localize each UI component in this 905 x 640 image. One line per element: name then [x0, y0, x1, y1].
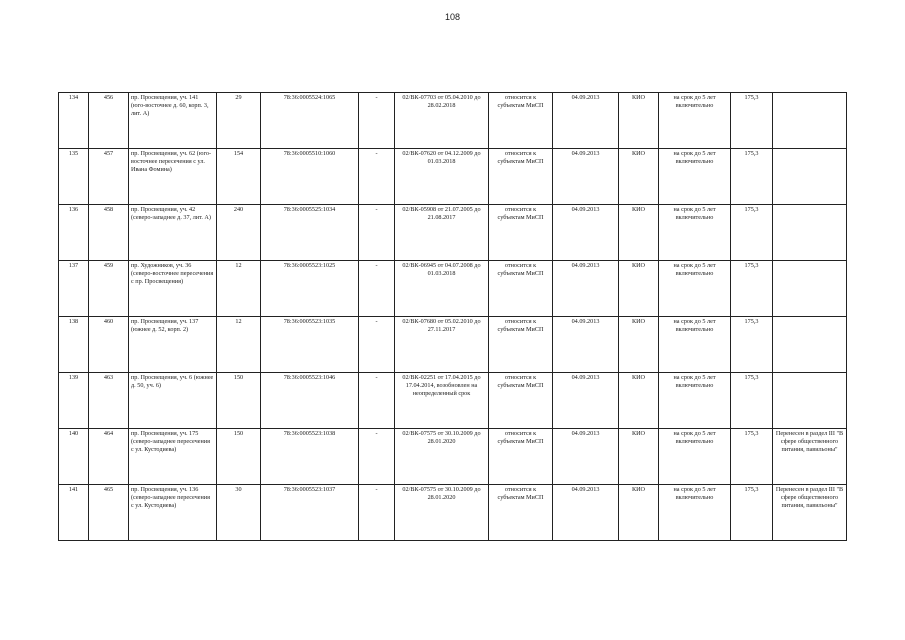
- dash-cell: -: [359, 261, 395, 317]
- value-cell: 175,3: [731, 429, 773, 485]
- page-number: 108: [444, 12, 461, 22]
- row-number-cell: 138: [59, 317, 89, 373]
- address-cell: пр. Художников, уч. 36 (северо-восточнее пересечения с пр. Просвещения): [129, 261, 217, 317]
- permit-cell: 02/ВК-07575 от 30.10.2009 до 28.01.2020: [395, 485, 489, 541]
- table-row: [59, 317, 847, 373]
- cadastre-number-cell: 78:36:0005523:1037: [261, 485, 359, 541]
- status-cell: относится к субъектам МиСП: [489, 373, 553, 429]
- permit-cell: 02/ВК-07680 от 05.02.2010 до 27.11.2017: [395, 317, 489, 373]
- table-row: [59, 373, 847, 429]
- dash-cell: -: [359, 93, 395, 149]
- value-cell: 175,3: [731, 149, 773, 205]
- object-id-cell: 458: [89, 205, 129, 261]
- cadastre-number-cell: 78:36:0005523:1025: [261, 261, 359, 317]
- status-cell: относится к субъектам МиСП: [489, 317, 553, 373]
- area-cell: 150: [217, 429, 261, 485]
- object-id-cell: 460: [89, 317, 129, 373]
- organization-cell: КИО: [619, 205, 659, 261]
- note-cell: [773, 93, 847, 149]
- table-row: [59, 485, 847, 541]
- date-cell: 04.09.2013: [553, 205, 619, 261]
- permit-cell: 02/ВК-02251 от 17.04.2015 до 17.04.2014, возобновлен на неопределенный срок: [395, 373, 489, 429]
- organization-cell: КИО: [619, 373, 659, 429]
- area-cell: 12: [217, 317, 261, 373]
- object-id-cell: 465: [89, 485, 129, 541]
- value-cell: 175,3: [731, 317, 773, 373]
- organization-cell: КИО: [619, 149, 659, 205]
- date-cell: 04.09.2013: [553, 485, 619, 541]
- table-row: [59, 149, 847, 205]
- cadastre-number-cell: 78:36:0005510:1060: [261, 149, 359, 205]
- cadastre-number-cell: 78:36:0005525:1034: [261, 205, 359, 261]
- object-id-cell: 457: [89, 149, 129, 205]
- area-cell: 30: [217, 485, 261, 541]
- area-cell: 12: [217, 261, 261, 317]
- date-cell: 04.09.2013: [553, 373, 619, 429]
- note-cell: Перенесен в раздел III "В сфере общественного питания, павильоны": [773, 485, 847, 541]
- cadastre-number-cell: 78:36:0005524:1065: [261, 93, 359, 149]
- table-row: [59, 429, 847, 485]
- address-cell: пр. Просвещения, уч. 6 (южнее д. 50, уч. 6): [129, 373, 217, 429]
- organization-cell: КИО: [619, 317, 659, 373]
- term-cell: на срок до 5 лет включительно: [659, 205, 731, 261]
- dash-cell: -: [359, 373, 395, 429]
- table-row: [59, 93, 847, 149]
- date-cell: 04.09.2013: [553, 317, 619, 373]
- note-cell: [773, 317, 847, 373]
- status-cell: относится к субъектам МиСП: [489, 93, 553, 149]
- object-id-cell: 463: [89, 373, 129, 429]
- permit-cell: 02/ВК-07620 от 04.12.2009 до 01.03.2018: [395, 149, 489, 205]
- note-cell: [773, 205, 847, 261]
- value-cell: 175,3: [731, 373, 773, 429]
- address-cell: пр. Просвещения, уч. 42 (северо-западнее д. 37, лит. А): [129, 205, 217, 261]
- term-cell: на срок до 5 лет включительно: [659, 149, 731, 205]
- note-cell: Перенесен в раздел III "В сфере общественного питания, павильоны": [773, 429, 847, 485]
- note-cell: [773, 261, 847, 317]
- dash-cell: -: [359, 485, 395, 541]
- status-cell: относится к субъектам МиСП: [489, 149, 553, 205]
- row-number-cell: 135: [59, 149, 89, 205]
- area-cell: 240: [217, 205, 261, 261]
- organization-cell: КИО: [619, 429, 659, 485]
- value-cell: 175,3: [731, 205, 773, 261]
- date-cell: 04.09.2013: [553, 93, 619, 149]
- status-cell: относится к субъектам МиСП: [489, 485, 553, 541]
- dash-cell: -: [359, 429, 395, 485]
- object-id-cell: 459: [89, 261, 129, 317]
- term-cell: на срок до 5 лет включительно: [659, 373, 731, 429]
- date-cell: 04.09.2013: [553, 149, 619, 205]
- note-cell: [773, 149, 847, 205]
- table-row: [59, 205, 847, 261]
- permit-cell: 02/ВК-07703 от 05.04.2010 до 28.02.2018: [395, 93, 489, 149]
- value-cell: 175,3: [731, 261, 773, 317]
- table-row: [59, 261, 847, 317]
- permit-cell: 02/ВК-05908 от 21.07.2005 до 21.08.2017: [395, 205, 489, 261]
- value-cell: 175,3: [731, 485, 773, 541]
- cadastre-number-cell: 78:36:0005523:1035: [261, 317, 359, 373]
- organization-cell: КИО: [619, 261, 659, 317]
- permit-cell: 02/ВК-06945 от 04.07.2008 до 01.03.2018: [395, 261, 489, 317]
- term-cell: на срок до 5 лет включительно: [659, 429, 731, 485]
- row-number-cell: 140: [59, 429, 89, 485]
- object-id-cell: 456: [89, 93, 129, 149]
- area-cell: 29: [217, 93, 261, 149]
- address-cell: пр. Просвещения, уч. 62 (юго-восточнее пересечения с ул. Ивана Фомина): [129, 149, 217, 205]
- term-cell: на срок до 5 лет включительно: [659, 317, 731, 373]
- organization-cell: КИО: [619, 93, 659, 149]
- object-id-cell: 464: [89, 429, 129, 485]
- row-number-cell: 141: [59, 485, 89, 541]
- dash-cell: -: [359, 317, 395, 373]
- note-cell: [773, 373, 847, 429]
- status-cell: относится к субъектам МиСП: [489, 205, 553, 261]
- organization-cell: КИО: [619, 485, 659, 541]
- term-cell: на срок до 5 лет включительно: [659, 485, 731, 541]
- area-cell: 150: [217, 373, 261, 429]
- term-cell: на срок до 5 лет включительно: [659, 93, 731, 149]
- cadastre-number-cell: 78:36:0005523:1038: [261, 429, 359, 485]
- address-cell: пр. Просвещения, уч. 141 (юго-восточнее д. 60, корп. 3, лит. А): [129, 93, 217, 149]
- cadastre-number-cell: 78:36:0005523:1046: [261, 373, 359, 429]
- dash-cell: -: [359, 149, 395, 205]
- address-cell: пр. Просвещения, уч. 175 (северо-западнее пересечения с ул. Кустодиева): [129, 429, 217, 485]
- row-number-cell: 136: [59, 205, 89, 261]
- status-cell: относится к субъектам МиСП: [489, 261, 553, 317]
- row-number-cell: 134: [59, 93, 89, 149]
- area-cell: 154: [217, 149, 261, 205]
- permit-cell: 02/ВК-07575 от 30.10.2009 до 28.01.2020: [395, 429, 489, 485]
- value-cell: 175,3: [731, 93, 773, 149]
- date-cell: 04.09.2013: [553, 261, 619, 317]
- row-number-cell: 137: [59, 261, 89, 317]
- term-cell: на срок до 5 лет включительно: [659, 261, 731, 317]
- dash-cell: -: [359, 205, 395, 261]
- row-number-cell: 139: [59, 373, 89, 429]
- status-cell: относится к субъектам МиСП: [489, 429, 553, 485]
- address-cell: пр. Просвещения, уч. 137 (южнее д. 52, корп. 2): [129, 317, 217, 373]
- registry-table: [58, 92, 847, 541]
- address-cell: пр. Просвещения, уч. 136 (северо-западнее пересечения с ул. Кустодиева): [129, 485, 217, 541]
- date-cell: 04.09.2013: [553, 429, 619, 485]
